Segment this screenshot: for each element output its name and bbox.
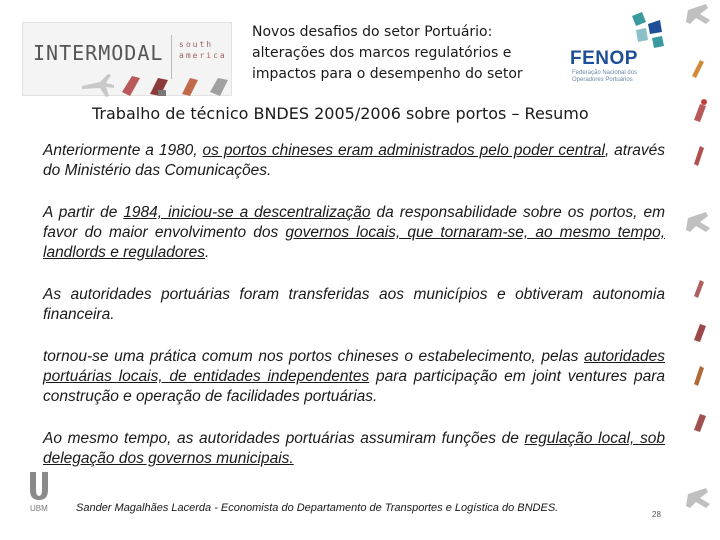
paragraph-5 [43, 429, 665, 469]
plane-strip-icon-3 [686, 488, 710, 508]
p2-text-a: A partir de [43, 204, 124, 221]
pin-strip-icon-3 [694, 414, 706, 432]
airplane-icon [82, 74, 114, 97]
paragraph-4 [43, 347, 665, 407]
ship-icon [182, 78, 198, 96]
bottle-strip-icon-2 [694, 146, 704, 166]
fenop-logo [566, 10, 672, 90]
page-number: 28 [652, 510, 661, 519]
p2-underlined-1: 1984, iniciou-se a descentralização [123, 204, 371, 221]
paragraph-2 [43, 203, 665, 263]
slide-subtitle: Trabalho de técnico BNDES 2005/2006 sobre portos – Resumo [92, 104, 589, 123]
fenop-tagline: Federação Nacional dos Operadores Portuários [572, 70, 638, 83]
truck-icon [150, 78, 168, 96]
bottle-strip-icon-3 [694, 280, 704, 298]
p5-underlined-1: regulação local, sob delegação dos governos municipais. [43, 430, 665, 467]
presentation-title [252, 22, 552, 85]
p4-text-b: para participação em joint ventures para construção e operação de facilidades portuárias. [43, 368, 665, 405]
p2-underlined-2: governos locais, que tornaram-se, ao mesmo tempo, landlords e reguladores [43, 224, 666, 261]
p2-text-c: . [205, 244, 210, 261]
logo-word: INTERMODAL [33, 41, 164, 65]
p1-text-a: Anteriormente a 1980, [43, 142, 203, 159]
paragraph-1 [43, 141, 665, 181]
logo-subtitle [179, 39, 229, 61]
slide-body [43, 141, 665, 491]
decorative-icon-strip [678, 0, 720, 540]
logo-sub-line1: south [179, 40, 214, 49]
p4-underlined-1: autoridades portuárias locais, de entidades independentes [43, 348, 665, 385]
title-line-1: Novos desafios do setor Portuário: [252, 24, 493, 40]
paragraph-3 [43, 285, 665, 325]
fenop-name: FENOP [570, 48, 638, 69]
ubm-logo [26, 470, 52, 520]
train-icon [122, 76, 140, 96]
p5-text-a: Ao mesmo tempo, as autoridades portuárias assumiram funções de [43, 430, 525, 447]
transport-icons [78, 70, 238, 100]
pin-strip-icon-2 [694, 324, 706, 342]
ubm-emblem-icon [26, 470, 52, 502]
p1-text-b: , através do Ministério das Comunicações. [43, 142, 665, 179]
plane-strip-icon [686, 4, 710, 24]
p2-text-b: da responsabilidade sobre os portos, em favor do maior envolvimento dos [43, 204, 665, 241]
p4-text-a: tornou-se uma prática comum nos portos chineses o estabelecimento, pelas [43, 348, 584, 365]
bottle-strip-icon [692, 60, 704, 78]
fenop-emblem-icon [566, 10, 672, 50]
bottle-strip-icon-4 [694, 366, 704, 386]
plane-strip-icon-2 [686, 212, 710, 232]
title-line-2: alterações dos marcos regulatórios e [252, 45, 512, 61]
pin-strip-icon [694, 99, 707, 122]
container-icon [210, 78, 228, 96]
p1-underlined-1: os portos chineses eram administrados pelo poder central [202, 142, 605, 159]
p3-text-a: As autoridades portuárias foram transferidas aos municípios e obtiveram autonomia financeira. [43, 286, 665, 323]
footer-credit: Sander Magalhães Lacerda - Economista do Departamento de Transportes e Logística do BNDES. [76, 502, 559, 514]
title-line-3: impactos para o desempenho do setor [252, 66, 523, 82]
logo-sub-line2: america [179, 51, 227, 60]
ubm-label: UBM [30, 504, 48, 513]
